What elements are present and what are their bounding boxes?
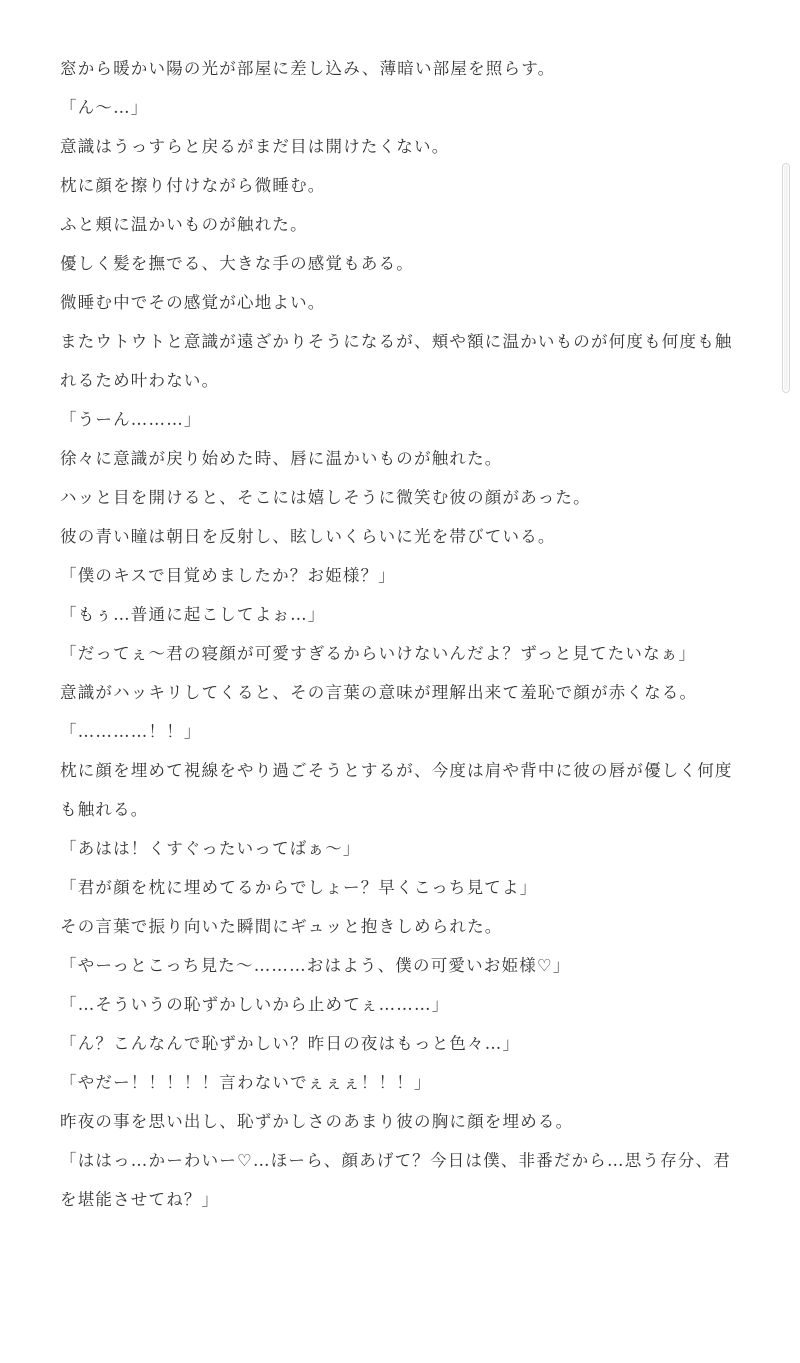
story-line-8: またウトウトと意識が遠ざかりそうになるが、頬や額に温かいものが何度も何度も触れるため叶わない。: [60, 332, 733, 390]
scrollbar-thumb[interactable]: [784, 166, 788, 390]
story-line-11: ハッと目を開けると、そこには嬉しそうに微笑む彼の顔があった。: [60, 488, 591, 507]
story-line-2: 「ん〜…」: [60, 98, 149, 117]
story-line-3: 意識はうっすらと戻るがまだ目は開けたくない。: [60, 137, 450, 156]
story-line-26: 昨夜の事を思い出し、恥ずかしさのあまり彼の胸に顔を埋める。: [60, 1112, 574, 1131]
vertical-scrollbar[interactable]: [782, 163, 790, 393]
story-line-18: 枕に顔を埋めて視線をやり過ごそうとするが、今度は肩や背中に彼の唇が優しく何度も触れる。: [60, 761, 733, 819]
story-line-10: 徐々に意識が戻り始めた時、唇に温かいものが触れた。: [60, 449, 503, 468]
story-line-15: 「だってぇ〜君の寝顔が可愛すぎるからいけないんだよ？ずっと見てたいなぁ」: [60, 644, 697, 663]
story-line-9: 「うーん………」: [60, 410, 202, 429]
story-line-7: 微睡む中でその感覚が心地よい。: [60, 293, 326, 312]
story-line-27: 「ははっ…かーわいー♡…ほーら、顔あげて？今日は僕、非番だから…思う存分、君を堪能させてね？」: [60, 1151, 731, 1209]
story-line-16: 意識がハッキリしてくると、その言葉の意味が理解出来て羞恥で顔が赤くなる。: [60, 683, 698, 702]
story-text: [60, 49, 740, 1219]
story-line-14: 「もぅ…普通に起こしてよぉ…」: [60, 605, 326, 624]
story-line-1: 窓から暖かい陽の光が部屋に差し込み、薄暗い部屋を照らす。: [60, 59, 556, 78]
story-line-20: 「君が顔を枕に埋めてるからでしょー？早くこっち見てよ」: [60, 878, 538, 897]
story-line-24: 「ん？こんなんで恥ずかしい？昨日の夜はもっと色々…」: [60, 1034, 521, 1053]
story-line-21: その言葉で振り向いた瞬間にギュッと抱きしめられた。: [60, 917, 503, 936]
story-line-13: 「僕のキスで目覚めましたか？お姫様？」: [60, 566, 396, 585]
story-line-4: 枕に顔を擦り付けながら微睡む。: [60, 176, 326, 195]
story-line-19: 「あはは！くすぐったいってばぁ〜」: [60, 839, 361, 858]
story-line-5: ふと頬に温かいものが触れた。: [60, 215, 308, 234]
story-line-23: 「…そういうの恥ずかしいから止めてぇ………」: [60, 995, 450, 1014]
story-line-6: 優しく髪を撫でる、大きな手の感覚もある。: [60, 254, 414, 273]
story-line-25: 「やだー！！！！！言わないでぇぇぇ！！！」: [60, 1073, 432, 1092]
story-line-22: 「やーっとこっち見た〜………おはよう、僕の可愛いお姫様♡」: [60, 956, 571, 975]
story-line-12: 彼の青い瞳は朝日を反射し、眩しいくらいに光を帯びている。: [60, 527, 556, 546]
story-line-17: 「…………！！」: [60, 722, 202, 741]
